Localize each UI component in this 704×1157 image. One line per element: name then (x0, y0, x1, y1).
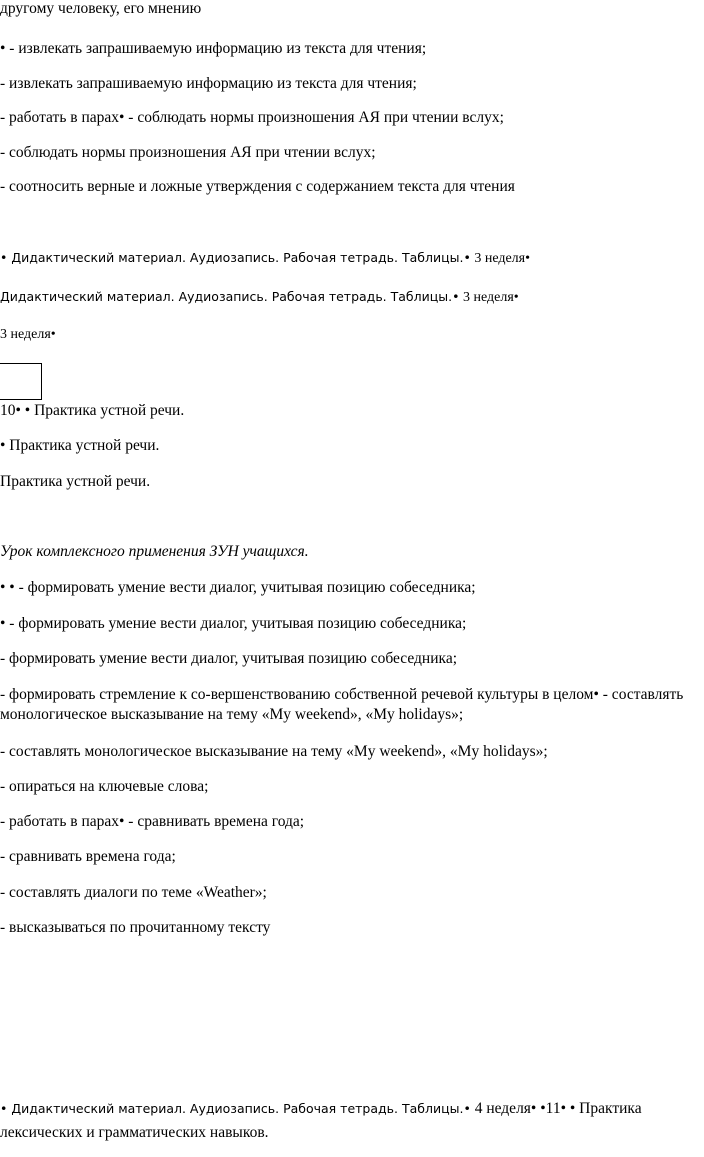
text-line: - работать в парах• - соблюдать нормы произношения АЯ при чтении вслух; (0, 109, 504, 126)
topic-line: 10• • Практика устной речи. (0, 402, 185, 419)
week-topic-text: 4 неделя• •11• • Практика лексических и грамматических навыков. (0, 1100, 642, 1141)
text-line: - извлекать запрашиваемую информацию из текста для чтения; (0, 75, 417, 92)
text-line: - соотносить верные и ложные утверждения с содержанием текста для чтения (0, 178, 515, 195)
materials-line (0, 249, 530, 268)
text-line: - работать в парах• - сравнивать времена года; (0, 813, 305, 830)
text-line: - составлять диалоги по теме «Weather»; (0, 884, 267, 901)
topic-line: • Практика устной речи. (0, 437, 160, 454)
materials-text: • Дидактический материал. Аудиозапись. Рабочая тетрадь. Таблицы.• (0, 1101, 471, 1116)
text-line: - высказываться по прочитанному тексту (0, 919, 271, 936)
text-line: - соблюдать нормы произношения АЯ при чтении вслух; (0, 144, 376, 161)
text-paragraph: - формировать стремление к со-вершенствованию собственной речевой культуры в целом• - составлять монологическое высказывание на тему «My weekend», «My holidays»; (0, 686, 684, 723)
text-line: - сравнивать времена года; (0, 848, 176, 865)
week-text: 3 неделя• (459, 290, 519, 305)
lesson-type: Урок комплексного применения ЗУН учащихся. (0, 543, 309, 560)
text-line: • - извлекать запрашиваемую информацию из текста для чтения; (0, 40, 427, 57)
empty-table-cell (0, 363, 42, 400)
text-line: - опираться на ключевые слова; (0, 778, 209, 795)
text-line: • • - формировать умение вести диалог, учитывая позицию собеседника; (0, 579, 476, 596)
materials-paragraph (0, 1097, 700, 1145)
text-line: • - формировать умение вести диалог, учитывая позицию собеседника; (0, 615, 467, 632)
text-line: другому человеку, его мнению (0, 0, 202, 17)
text-line: - формировать умение вести диалог, учитывая позицию собеседника; (0, 650, 458, 667)
materials-text: Дидактический материал. Аудиозапись. Рабочая тетрадь. Таблицы.• (0, 289, 460, 304)
materials-line (0, 288, 519, 307)
materials-text: • Дидактический материал. Аудиозапись. Рабочая тетрадь. Таблицы.• (0, 250, 471, 265)
week-line: 3 неделя• (0, 327, 56, 342)
topic-line: Практика устной речи. (0, 473, 151, 490)
week-text: 3 неделя• (470, 251, 531, 266)
text-line: - составлять монологическое высказывание на тему «My weekend», «My holidays»; (0, 743, 548, 760)
